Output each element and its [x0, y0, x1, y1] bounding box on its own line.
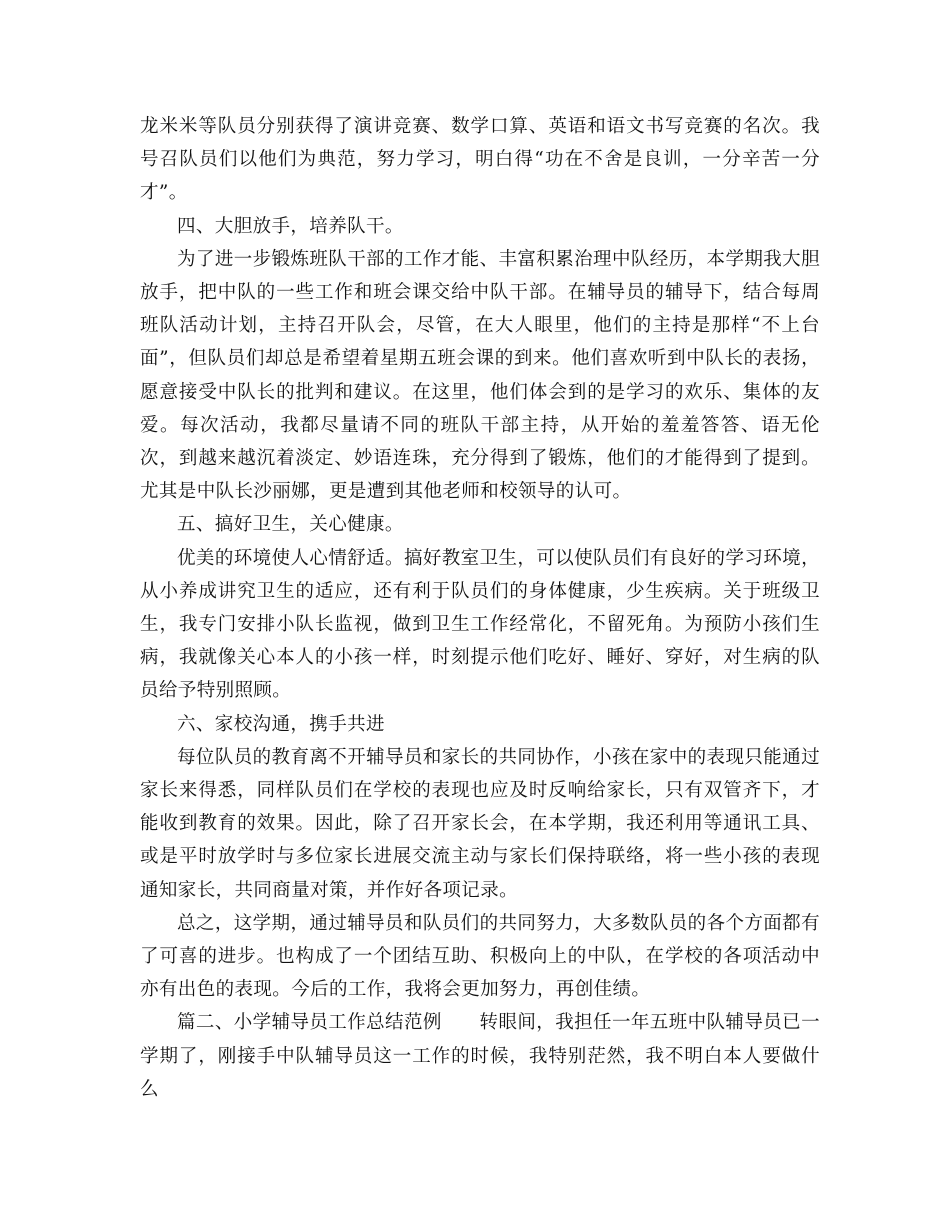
paragraph-part-two: 篇二、小学辅导员工作总结范例 转眼间，我担任一年五班中队辅导员已一学期了，刚接手中队辅导员这一工作的时候，我特别茫然，我不明白本人要做什么 — [140, 1012, 820, 1100]
paragraph-hygiene: 优美的环境使人心情舒适。搞好教室卫生，可以使队员们有良好的学习环境，从小养成讲究卫生的适应，还有利于队员们的身体健康，少生疾病。关于班级卫生，我专门安排小队长监视，做到卫生工作经常化，不留死角。为预防小孩们生病，我就像关心本人的小孩一样，时刻提示他们吃好、睡好、穿好，对生病的队员给予特别照顾。 — [140, 547, 820, 702]
paragraph-summary: 总之，这学期，通过辅导员和队员们的共同努力，大多数队员的各个方面都有了可喜的进步。也构成了一个团结互助、积极向上的中队，在学校的各项活动中亦有出色的表现。今后的工作，我将会更加努力，再创佳绩。 — [140, 912, 820, 1001]
section-heading-5: 五、搞好卫生，关心健康。 — [177, 514, 404, 536]
section-heading-4: 四、大胆放手，培养队干。 — [177, 215, 404, 237]
document-body — [140, 110, 820, 1106]
paragraph-award-winners: 龙米米等队员分别获得了演讲竞赛、数学口算、英语和语文书写竞赛的名次。我号召队员们以他们为典范，努力学习，明白得“功在不舍是良训，一分辛苦一分才”。 — [140, 116, 820, 204]
paragraph-team-leaders: 为了进一步锻炼班队干部的工作才能、丰富积累治理中队经历，本学期我大胆放手，把中队的一些工作和班会课交给中队干部。在辅导员的辅导下，结合每周班队活动计划，主持召开队会，尽管，在大人眼里，他们的主持是那样“不上台面”，但队员们却总是希望着星期五班会课的到来。他们喜欢听到中队长的表扬，愿意接受中队长的批判和建议。在这里，他们体会到的是学习的欢乐、集体的友爱。每次活动，我都尽量请不同的班队干部主持，从开始的羞羞答答、语无伦次，到越来越沉着淡定、妙语连珠，充分得到了锻炼，他们的才能得到了提到。尤其是中队长沙丽娜，更是遭到其他老师和校领导的认可。 — [140, 248, 820, 503]
section-heading-6: 六、家校沟通，携手共进 — [177, 713, 385, 735]
paragraph-home-school: 每位队员的教育离不开辅导员和家长的共同协作，小孩在家中的表现只能通过家长来得悉，同样队员们在学校的表现也应及时反响给家长，只有双管齐下，才能收到教育的效果。因此，除了召开家长会，在本学期，我还利用等通讯工具、或是平时放学时与多位家长进展交流主动与家长们保持联络，将一些小孩的表现通知家长，共同商量对策，并作好各项记录。 — [140, 746, 820, 901]
